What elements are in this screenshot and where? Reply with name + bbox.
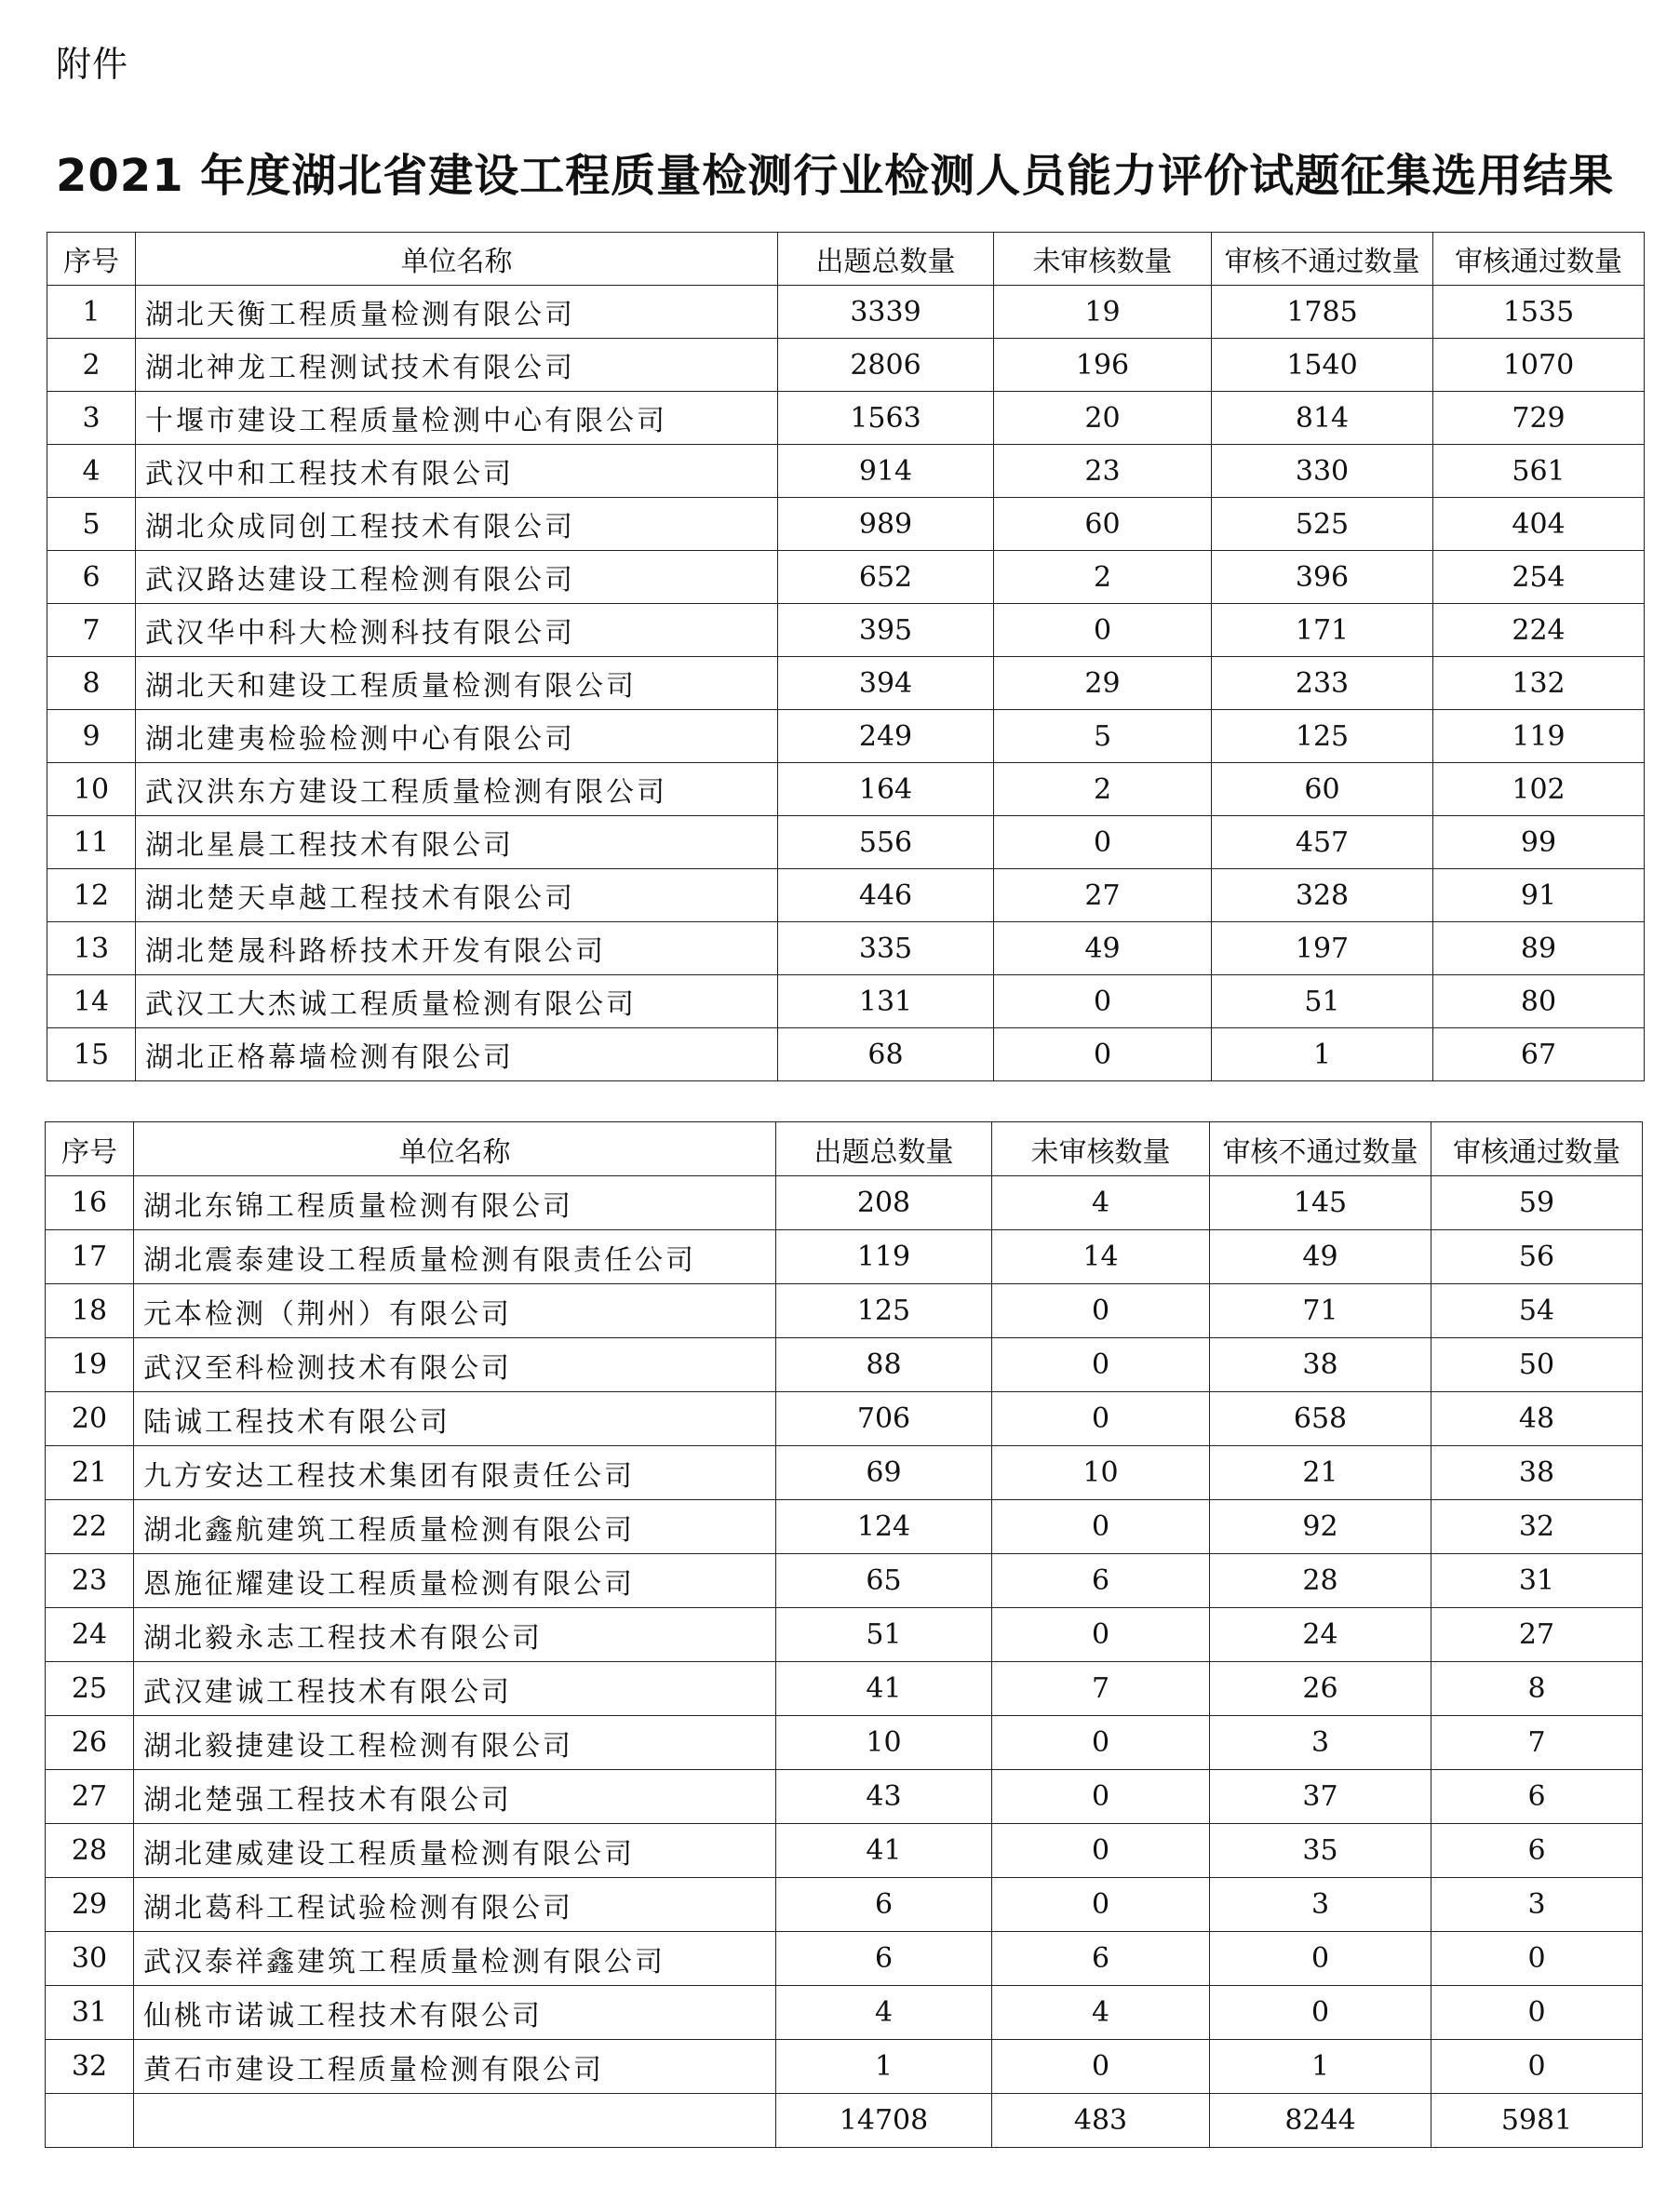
table-row: [47, 869, 1645, 922]
cell-total: 164: [778, 763, 994, 816]
cell-company-name: 湖北葛科工程试验检测有限公司: [134, 1878, 776, 1932]
cell-index: 27: [46, 1770, 134, 1824]
cell-failed: 145: [1210, 1176, 1431, 1230]
cell-passed: 102: [1433, 763, 1645, 816]
table-row: [47, 922, 1645, 975]
cell-passed: 729: [1433, 392, 1645, 445]
cell-unreviewed: 10: [992, 1446, 1210, 1500]
cell-unreviewed: 196: [994, 339, 1212, 392]
cell-index: 13: [47, 922, 136, 975]
cell-unreviewed: 7: [992, 1662, 1210, 1716]
table-row: [46, 1770, 1643, 1824]
cell-failed: 3: [1210, 1878, 1431, 1932]
results-table-part-1: [47, 232, 1645, 1081]
cell-index: 18: [46, 1284, 134, 1338]
cell-failed: 0: [1210, 1932, 1431, 1986]
cell-index: 1: [47, 286, 136, 339]
totals-name: [134, 2094, 776, 2148]
cell-passed: 50: [1431, 1338, 1643, 1392]
cell-index: 23: [46, 1554, 134, 1608]
cell-company-name: 武汉中和工程技术有限公司: [136, 445, 778, 498]
cell-index: 17: [46, 1230, 134, 1284]
cell-failed: 3: [1210, 1716, 1431, 1770]
cell-company-name: 湖北建威建设工程质量检测有限公司: [134, 1824, 776, 1878]
cell-unreviewed: 0: [992, 1338, 1210, 1392]
table-row: [47, 392, 1645, 445]
cell-company-name: 武汉至科检测技术有限公司: [134, 1338, 776, 1392]
cell-failed: 0: [1210, 1986, 1431, 2040]
table-row: [47, 710, 1645, 763]
cell-total: 43: [776, 1770, 992, 1824]
cell-passed: 67: [1433, 1028, 1645, 1081]
cell-company-name: 武汉泰祥鑫建筑工程质量检测有限公司: [134, 1932, 776, 1986]
header-index: 序号: [47, 233, 136, 286]
cell-unreviewed: 49: [994, 922, 1212, 975]
document-title: 2021 年度湖北省建设工程质量检测行业检测人员能力评价试题征集选用结果: [56, 150, 1615, 202]
cell-total: 394: [778, 657, 994, 710]
cell-unreviewed: 0: [994, 1028, 1212, 1081]
cell-index: 20: [46, 1392, 134, 1446]
cell-failed: 233: [1212, 657, 1433, 710]
cell-total: 88: [776, 1338, 992, 1392]
cell-failed: 24: [1210, 1608, 1431, 1662]
cell-total: 119: [776, 1230, 992, 1284]
cell-unreviewed: 0: [992, 1716, 1210, 1770]
cell-failed: 49: [1210, 1230, 1431, 1284]
cell-failed: 1540: [1212, 339, 1433, 392]
cell-unreviewed: 2: [994, 763, 1212, 816]
cell-index: 16: [46, 1176, 134, 1230]
cell-total: 208: [776, 1176, 992, 1230]
cell-company-name: 武汉建诚工程技术有限公司: [134, 1662, 776, 1716]
table-row: [47, 498, 1645, 551]
cell-company-name: 湖北星晨工程技术有限公司: [136, 816, 778, 869]
table-row: [46, 1932, 1643, 1986]
table-row: [46, 1554, 1643, 1608]
cell-company-name: 湖北东锦工程质量检测有限公司: [134, 1176, 776, 1230]
cell-total: 914: [778, 445, 994, 498]
cell-company-name: 湖北鑫航建筑工程质量检测有限公司: [134, 1500, 776, 1554]
results-table-part-2: [45, 1121, 1643, 2148]
cell-unreviewed: 0: [992, 1770, 1210, 1824]
cell-unreviewed: 0: [992, 1284, 1210, 1338]
cell-total: 51: [776, 1608, 992, 1662]
header-index: 序号: [46, 1122, 134, 1176]
cell-unreviewed: 6: [992, 1554, 1210, 1608]
cell-company-name: 湖北神龙工程测试技术有限公司: [136, 339, 778, 392]
table-row: [47, 286, 1645, 339]
header-name: 单位名称: [134, 1122, 776, 1176]
cell-passed: 31: [1431, 1554, 1643, 1608]
cell-failed: 396: [1212, 551, 1433, 604]
cell-index: 29: [46, 1878, 134, 1932]
cell-failed: 125: [1212, 710, 1433, 763]
cell-failed: 92: [1210, 1500, 1431, 1554]
cell-failed: 35: [1210, 1824, 1431, 1878]
header-total: 出题总数量: [778, 233, 994, 286]
cell-unreviewed: 4: [992, 1176, 1210, 1230]
cell-passed: 59: [1431, 1176, 1643, 1230]
cell-index: 22: [46, 1500, 134, 1554]
cell-passed: 1070: [1433, 339, 1645, 392]
cell-index: 11: [47, 816, 136, 869]
cell-passed: 80: [1433, 975, 1645, 1028]
cell-total: 124: [776, 1500, 992, 1554]
table-row: [47, 339, 1645, 392]
cell-index: 8: [47, 657, 136, 710]
cell-index: 31: [46, 1986, 134, 2040]
cell-total: 3339: [778, 286, 994, 339]
table-row: [47, 551, 1645, 604]
cell-unreviewed: 20: [994, 392, 1212, 445]
cell-unreviewed: 0: [992, 2040, 1210, 2094]
table-row: [46, 1716, 1643, 1770]
cell-unreviewed: 0: [994, 816, 1212, 869]
cell-total: 68: [778, 1028, 994, 1081]
cell-total: 1563: [778, 392, 994, 445]
cell-passed: 8: [1431, 1662, 1643, 1716]
cell-passed: 0: [1431, 2040, 1643, 2094]
cell-passed: 132: [1433, 657, 1645, 710]
cell-company-name: 武汉工大杰诚工程质量检测有限公司: [136, 975, 778, 1028]
cell-failed: 525: [1212, 498, 1433, 551]
cell-failed: 658: [1210, 1392, 1431, 1446]
cell-company-name: 陆诚工程技术有限公司: [134, 1392, 776, 1446]
cell-total: 65: [776, 1554, 992, 1608]
cell-failed: 51: [1212, 975, 1433, 1028]
attachment-label: 附件: [56, 44, 129, 85]
table-row: [46, 1230, 1643, 1284]
table-row: [46, 1608, 1643, 1662]
cell-passed: 38: [1431, 1446, 1643, 1500]
cell-unreviewed: 0: [994, 975, 1212, 1028]
cell-index: 26: [46, 1716, 134, 1770]
cell-total: 131: [778, 975, 994, 1028]
cell-passed: 0: [1431, 1986, 1643, 2040]
cell-total: 4: [776, 1986, 992, 2040]
cell-failed: 814: [1212, 392, 1433, 445]
cell-total: 335: [778, 922, 994, 975]
totals-row: [46, 2094, 1643, 2148]
cell-failed: 197: [1212, 922, 1433, 975]
cell-passed: 561: [1433, 445, 1645, 498]
header-passed: 审核通过数量: [1433, 233, 1645, 286]
table-row: [47, 445, 1645, 498]
table-row: [46, 1338, 1643, 1392]
cell-passed: 89: [1433, 922, 1645, 975]
cell-company-name: 湖北众成同创工程技术有限公司: [136, 498, 778, 551]
cell-passed: 91: [1433, 869, 1645, 922]
cell-unreviewed: 0: [994, 604, 1212, 657]
cell-passed: 7: [1431, 1716, 1643, 1770]
table-row: [46, 1500, 1643, 1554]
cell-unreviewed: 23: [994, 445, 1212, 498]
table-row: [47, 816, 1645, 869]
cell-company-name: 湖北毅捷建设工程检测有限公司: [134, 1716, 776, 1770]
table-row: [46, 1446, 1643, 1500]
cell-company-name: 武汉路达建设工程检测有限公司: [136, 551, 778, 604]
cell-index: 32: [46, 2040, 134, 2094]
cell-index: 24: [46, 1608, 134, 1662]
totals-failed: 8244: [1210, 2094, 1431, 2148]
cell-total: 446: [778, 869, 994, 922]
cell-total: 395: [778, 604, 994, 657]
cell-index: 21: [46, 1446, 134, 1500]
cell-total: 41: [776, 1662, 992, 1716]
cell-company-name: 湖北毅永志工程技术有限公司: [134, 1608, 776, 1662]
header-failed: 审核不通过数量: [1210, 1122, 1431, 1176]
cell-failed: 37: [1210, 1770, 1431, 1824]
cell-unreviewed: 4: [992, 1986, 1210, 2040]
cell-passed: 254: [1433, 551, 1645, 604]
cell-passed: 54: [1431, 1284, 1643, 1338]
cell-failed: 1: [1210, 2040, 1431, 2094]
cell-failed: 457: [1212, 816, 1433, 869]
table-row: [46, 1878, 1643, 1932]
cell-unreviewed: 2: [994, 551, 1212, 604]
cell-passed: 0: [1431, 1932, 1643, 1986]
header-unreviewed: 未审核数量: [992, 1122, 1210, 1176]
cell-company-name: 武汉华中科大检测科技有限公司: [136, 604, 778, 657]
cell-total: 41: [776, 1824, 992, 1878]
cell-total: 6: [776, 1932, 992, 1986]
cell-index: 12: [47, 869, 136, 922]
table-row: [46, 2040, 1643, 2094]
cell-unreviewed: 27: [994, 869, 1212, 922]
cell-index: 5: [47, 498, 136, 551]
table-row: [47, 975, 1645, 1028]
cell-index: 3: [47, 392, 136, 445]
cell-index: 30: [46, 1932, 134, 1986]
cell-passed: 48: [1431, 1392, 1643, 1446]
cell-unreviewed: 0: [992, 1878, 1210, 1932]
cell-passed: 3: [1431, 1878, 1643, 1932]
cell-unreviewed: 0: [992, 1392, 1210, 1446]
cell-index: 2: [47, 339, 136, 392]
cell-passed: 6: [1431, 1770, 1643, 1824]
cell-failed: 21: [1210, 1446, 1431, 1500]
header-total: 出题总数量: [776, 1122, 992, 1176]
cell-failed: 71: [1210, 1284, 1431, 1338]
cell-unreviewed: 60: [994, 498, 1212, 551]
cell-failed: 28: [1210, 1554, 1431, 1608]
cell-failed: 1: [1212, 1028, 1433, 1081]
cell-unreviewed: 0: [992, 1608, 1210, 1662]
cell-failed: 171: [1212, 604, 1433, 657]
table-row: [46, 1392, 1643, 1446]
cell-total: 69: [776, 1446, 992, 1500]
cell-passed: 224: [1433, 604, 1645, 657]
cell-index: 15: [47, 1028, 136, 1081]
cell-unreviewed: 19: [994, 286, 1212, 339]
header-failed: 审核不通过数量: [1212, 233, 1433, 286]
cell-company-name: 湖北天和建设工程质量检测有限公司: [136, 657, 778, 710]
cell-index: 25: [46, 1662, 134, 1716]
cell-total: 6: [776, 1878, 992, 1932]
cell-company-name: 武汉洪东方建设工程质量检测有限公司: [136, 763, 778, 816]
totals-total: 14708: [776, 2094, 992, 2148]
cell-unreviewed: 0: [992, 1824, 1210, 1878]
table-row: [47, 1028, 1645, 1081]
table-row: [46, 1662, 1643, 1716]
cell-total: 652: [778, 551, 994, 604]
cell-index: 9: [47, 710, 136, 763]
cell-failed: 328: [1212, 869, 1433, 922]
cell-total: 125: [776, 1284, 992, 1338]
table-row: [47, 763, 1645, 816]
cell-total: 2806: [778, 339, 994, 392]
cell-unreviewed: 5: [994, 710, 1212, 763]
cell-index: 10: [47, 763, 136, 816]
cell-company-name: 恩施征耀建设工程质量检测有限公司: [134, 1554, 776, 1608]
cell-company-name: 仙桃市诺诚工程技术有限公司: [134, 1986, 776, 2040]
cell-company-name: 黄石市建设工程质量检测有限公司: [134, 2040, 776, 2094]
cell-company-name: 九方安达工程技术集团有限责任公司: [134, 1446, 776, 1500]
totals-index: [46, 2094, 134, 2148]
cell-index: 28: [46, 1824, 134, 1878]
cell-company-name: 湖北天衡工程质量检测有限公司: [136, 286, 778, 339]
cell-index: 14: [47, 975, 136, 1028]
cell-passed: 404: [1433, 498, 1645, 551]
cell-company-name: 湖北楚天卓越工程技术有限公司: [136, 869, 778, 922]
cell-total: 706: [776, 1392, 992, 1446]
cell-company-name: 元本检测（荆州）有限公司: [134, 1284, 776, 1338]
cell-index: 19: [46, 1338, 134, 1392]
table-row: [47, 604, 1645, 657]
cell-total: 249: [778, 710, 994, 763]
cell-total: 556: [778, 816, 994, 869]
cell-unreviewed: 14: [992, 1230, 1210, 1284]
cell-index: 4: [47, 445, 136, 498]
table-row: [46, 1986, 1643, 2040]
cell-company-name: 湖北楚晟科路桥技术开发有限公司: [136, 922, 778, 975]
cell-passed: 119: [1433, 710, 1645, 763]
totals-passed: 5981: [1431, 2094, 1643, 2148]
cell-total: 1: [776, 2040, 992, 2094]
cell-company-name: 湖北楚强工程技术有限公司: [134, 1770, 776, 1824]
cell-passed: 27: [1431, 1608, 1643, 1662]
cell-company-name: 十堰市建设工程质量检测中心有限公司: [136, 392, 778, 445]
table-row: [47, 657, 1645, 710]
cell-unreviewed: 0: [992, 1500, 1210, 1554]
cell-failed: 330: [1212, 445, 1433, 498]
cell-total: 10: [776, 1716, 992, 1770]
cell-index: 6: [47, 551, 136, 604]
cell-failed: 60: [1212, 763, 1433, 816]
cell-passed: 99: [1433, 816, 1645, 869]
cell-passed: 1535: [1433, 286, 1645, 339]
cell-company-name: 湖北建夷检验检测中心有限公司: [136, 710, 778, 763]
header-unreviewed: 未审核数量: [994, 233, 1212, 286]
cell-unreviewed: 29: [994, 657, 1212, 710]
cell-failed: 38: [1210, 1338, 1431, 1392]
cell-passed: 56: [1431, 1230, 1643, 1284]
cell-company-name: 湖北震泰建设工程质量检测有限责任公司: [134, 1230, 776, 1284]
table-header-row: [47, 233, 1645, 286]
cell-passed: 32: [1431, 1500, 1643, 1554]
table-row: [46, 1284, 1643, 1338]
table-header-row: [46, 1122, 1643, 1176]
cell-company-name: 湖北正格幕墙检测有限公司: [136, 1028, 778, 1081]
header-passed: 审核通过数量: [1431, 1122, 1643, 1176]
header-name: 单位名称: [136, 233, 778, 286]
cell-unreviewed: 6: [992, 1932, 1210, 1986]
cell-failed: 26: [1210, 1662, 1431, 1716]
table-row: [46, 1824, 1643, 1878]
cell-total: 989: [778, 498, 994, 551]
table-row: [46, 1176, 1643, 1230]
cell-passed: 6: [1431, 1824, 1643, 1878]
cell-index: 7: [47, 604, 136, 657]
totals-unreviewed: 483: [992, 2094, 1210, 2148]
cell-failed: 1785: [1212, 286, 1433, 339]
